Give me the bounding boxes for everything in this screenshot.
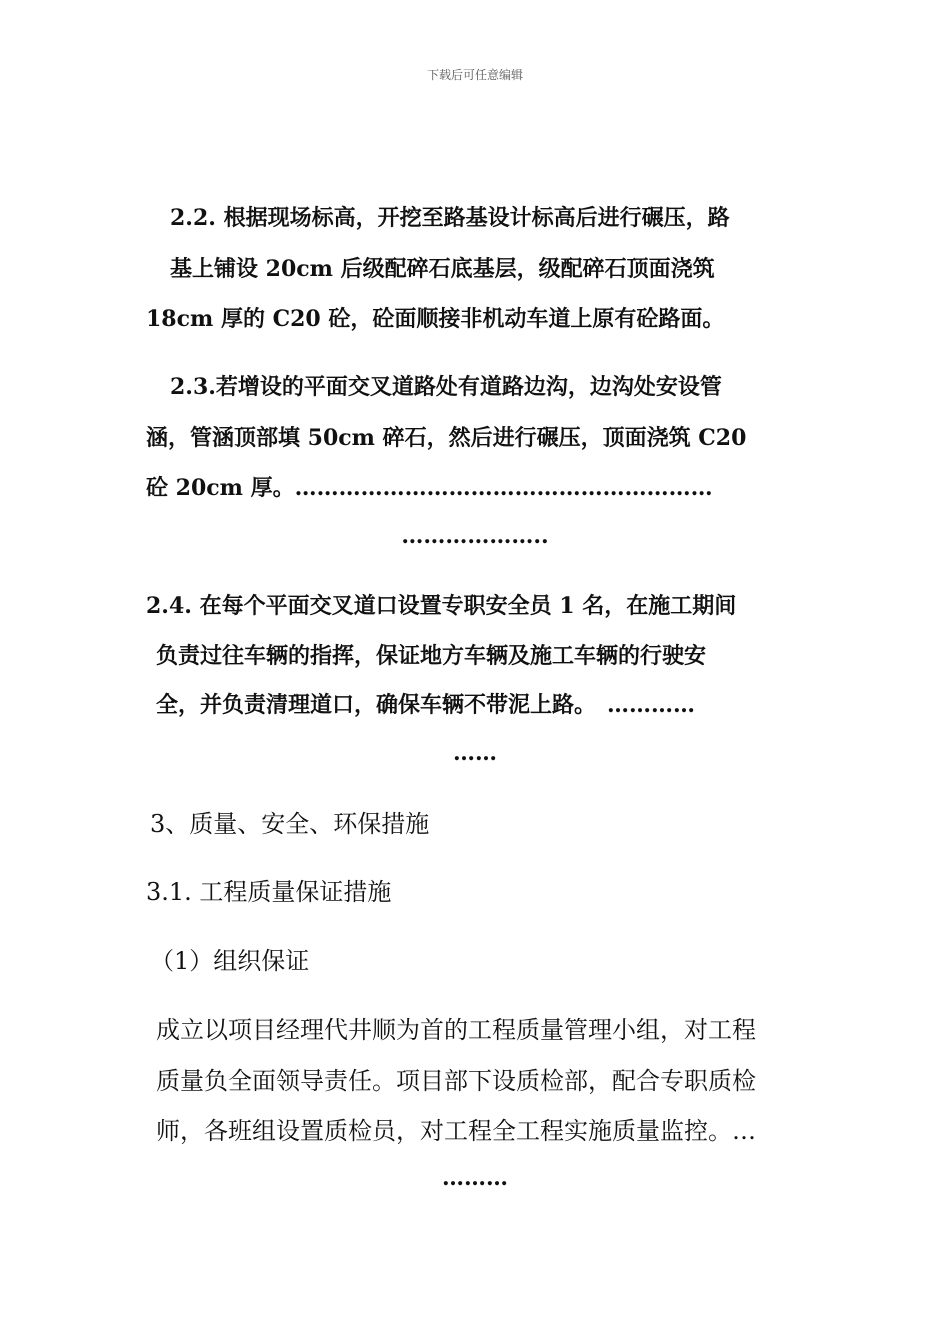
section-3-title: 3、质量、安全、环保措施 bbox=[150, 810, 430, 838]
page-header-note: 下载后可任意编辑 bbox=[426, 68, 523, 82]
para-2-3-line-2: 涵，管涵顶部填 50cm 碎石，然后进行碾压，顶面浇筑 C20 bbox=[146, 425, 747, 451]
para-2-4-line-1: 2.4. 在每个平面交叉道口设置专职安全员 1 名，在施工期间 bbox=[146, 593, 737, 619]
para-2-3-line-3: 砼 20cm 厚。………………………………………………… bbox=[146, 475, 713, 501]
para-2-4-line-3: 全，并负责清理道口，确保车辆不带泥上路。 ………… bbox=[156, 692, 696, 718]
para-2-2-line-2: 基上铺设 20cm 后级配碎石底基层，级配碎石顶面浇筑 bbox=[170, 256, 715, 282]
para-2-4-line-4: …… bbox=[453, 740, 497, 766]
para-2-3-line-4: ……………….. bbox=[401, 523, 549, 549]
section-3-1-heading: 3.1. 工程质量保证措施 bbox=[146, 878, 392, 906]
para-2-3-line-1: 2.3.若增设的平面交叉道路处有道路边沟，边沟处安设管 bbox=[170, 374, 722, 400]
para-2-4-line-2: 负责过往车辆的指挥，保证地方车辆及施工车辆的行驶安 bbox=[156, 643, 707, 669]
para-2-2-line-3: 18cm 厚的 C20 砼，砼面顺接非机动车道上原有砼路面。 bbox=[146, 306, 725, 332]
section-3-body-line-2: 质量负全面领导责任。项目部下设质检部，配合专职质检 bbox=[156, 1067, 756, 1095]
section-3-body-line-3: 师，各班组设置质检员，对工程全工程实施质量监控。… bbox=[156, 1117, 756, 1145]
para-2-2-line-1: 2.2. 根据现场标高，开挖至路基设计标高后进行碾压，路 bbox=[170, 205, 730, 231]
section-3-1-item-1: （1）组织保证 bbox=[150, 947, 310, 975]
section-3-body-line-1: 成立以项目经理代井顺为首的工程质量管理小组，对工程 bbox=[156, 1016, 756, 1044]
section-3-body-line-4: ……… bbox=[442, 1165, 508, 1191]
